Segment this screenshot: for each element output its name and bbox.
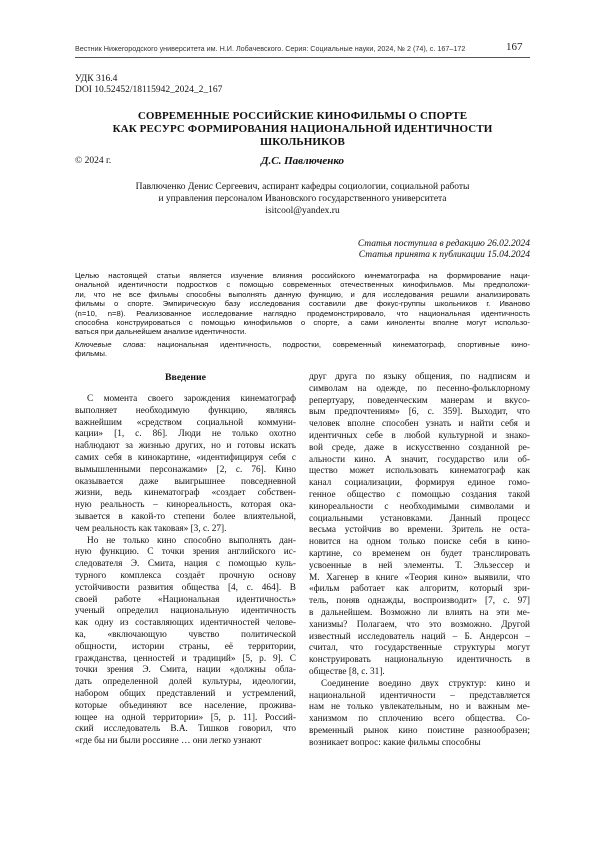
body-text-line: жизни, ведь кинематограф «создает собствен- [75, 488, 296, 499]
body-text-line: картине, со временем он будет транслировать [309, 548, 530, 559]
body-text-line: усвоенные в ней элементы. Т. Эльзессер и [309, 560, 530, 571]
body-text-line: общности, истории страны, её территории, [75, 641, 296, 652]
body-text-line: М. Хагенер в книге «Теория кино» выявили, что [309, 572, 530, 583]
author-name: Д.С. Павлюченко [260, 155, 345, 167]
body-text-line: альности кино. А значит, государство или об- [309, 454, 530, 465]
body-text-line: обществе [8, с. 31]. [309, 666, 385, 677]
body-text-line: точки зрения Э. Смита, нации «должны обла- [75, 665, 296, 676]
body-text-line: весьма устойчив во времени. Зритель не оста- [309, 525, 530, 536]
body-text-line: дать определенной долей культуры, идеологии, [75, 677, 296, 688]
accepted-date: Статья принята к публикации 15.04.2024 [358, 250, 530, 260]
body-text-line: идентичных себе в любой культурной и знако- [309, 430, 530, 441]
article-dates [75, 239, 530, 261]
body-text-line: ханизмом по сплочению всего общества. Со- [309, 714, 530, 725]
body-text-line: репертуару, поведенческим манерам и вкусо- [309, 395, 530, 406]
keywords-text: национальная идентичность, подростки, современный кинематограф, спортивные кино- [157, 340, 530, 349]
body-text-line: ную функцию. С точки зрения английского ис- [75, 547, 296, 558]
keywords-line [75, 340, 530, 349]
body-column-left [75, 372, 296, 748]
abstract-line: ваться при дальнейшем анализе идентичности. [75, 327, 247, 337]
body-text-line: кинореальности с необходимыми символами и [309, 501, 530, 512]
abstract-line: Целью настоящей статьи является изучение влияния российского кинематографа на формирование наци- [75, 271, 530, 280]
body-text-line: национальной идентичности – представляется [309, 690, 530, 701]
author-email: isitcool@yandex.ru [265, 206, 340, 216]
keywords-label: Ключевые слова: [75, 340, 146, 349]
affiliation-line: и управления персоналом Ивановского государственного университета [158, 194, 447, 204]
abstract-line: ональной идентичности подростков с помощью современных отечественных кинофильмов. Мы предположи- [75, 280, 530, 290]
body-text-line: которые объединяют все население, прожива- [75, 700, 296, 711]
body-column-right [309, 372, 530, 750]
body-text-line: набором общих представлений и устремлений, [75, 688, 296, 699]
body-text-line: ученый определил национальную идентичность [75, 606, 296, 617]
body-text-line: следователя Э. Смита, нация с помощью куль- [75, 559, 296, 570]
body-text-line: важнейшим «средством социальной коммуни- [75, 417, 296, 428]
body-text-line: Но не только кино способно выполнять дан- [87, 535, 296, 546]
abstract-line: способна конструироваться с помощью кинофильмов о спорте, а сами киноленты вполне могут использо- [75, 318, 530, 328]
udk-code: УДК 316.4 [75, 74, 118, 84]
body-text-line: вой среде, даже в искусственно созданной ре- [309, 442, 530, 453]
affiliation-line: Павлюченко Денис Сергеевич, аспирант кафедры социологии, социальной работы [135, 182, 470, 192]
page-number: 167 [506, 41, 523, 53]
body-text-line: кации» [1, с. 86]. Люди не только охотно [75, 429, 296, 440]
body-text-line: устойчивости развития общества [4, с. 464]. В [75, 582, 296, 593]
body-text-line: известный исследователь наций – Б. Андерсон – [309, 631, 530, 642]
body-text-line: выполняет необходимую функцию, являясь [75, 405, 296, 416]
body-text-line: «фильм работает как алгоритм, который зри- [309, 584, 530, 595]
body-text-line: наблюдают за жизнью других, но и готовы искать [75, 441, 296, 452]
doi-identifier: DOI 10.52452/18115942_2024_2_167 [75, 85, 223, 95]
body-text-line: «где бы ни были россияне … они легко узнают [75, 736, 262, 747]
body-text-line: конструировать национальную идентичность в [309, 655, 530, 666]
body-text-line: зывается в какой-то степени более влиятельной, [75, 511, 296, 522]
body-text-line: ную реальность – кинореальность, которая ока- [75, 500, 296, 511]
body-text-line: новится на одном только поиске себя в кино- [309, 537, 530, 548]
body-text-line: вым предпочтениям» [6, с. 359]. Выходит, что [309, 407, 530, 418]
body-text-line: чем реальность как таковая» [3, с. 27]. [75, 523, 227, 534]
body-text-line: человек вполне способен узнать и найти себя и [309, 419, 530, 430]
body-text-line: социальными установками. Данный процесс [309, 513, 530, 524]
body-text-line: как одну из составляющих идентичностей челове- [75, 618, 296, 629]
received-date: Статья поступила в редакцию 26.02.2024 [357, 239, 530, 249]
keywords-line: фильмы. [75, 349, 108, 359]
article-title [75, 110, 530, 149]
body-text-line: символам на одежде, по песенно-фольклорному [309, 383, 530, 394]
abstract [75, 271, 530, 337]
title-line: ШКОЛЬНИКОВ [260, 136, 345, 148]
body-text-line: нам не только увлекательным, но и важным ме- [309, 702, 530, 713]
abstract-line: фильмы о спорте. Эмпирическую базу исследования составили две фокус-группы школьников г. Иваново [75, 299, 530, 309]
body-text-line: оказывается даже выигрышнее повседневной [75, 476, 296, 487]
body-text-line: канал социализации, формируя единое гомо- [309, 478, 530, 489]
body-text-line: тель, поняв однажды, воспроизводит» [7, с. 97] [309, 596, 530, 607]
title-line: КАК РЕСУРС ФОРМИРОВАНИЯ НАЦИОНАЛЬНОЙ ИДЕНТИЧНОСТИ [112, 123, 493, 135]
body-text-line: своей работе «Национальная идентичность» [75, 594, 296, 605]
body-text-line: возникает вопрос: какие фильмы способны [309, 737, 481, 748]
body-text-line: вымышленными персонажами» [2, с. 76]. Кино [75, 464, 296, 475]
copyright-notice: © 2024 г. [75, 156, 112, 166]
body-text-line: друг друга по языку общения, по надписям и [309, 372, 530, 382]
abstract-line: (n=10, n=8). Реализованное исследование наглядно продемонстрировало, что национальная идентичность [75, 308, 530, 318]
body-text-line: Соединение воедино двух структур: кино и [321, 678, 530, 689]
body-text-line: ющее на одной территории» [5, р. 11]. Россий- [75, 712, 296, 723]
body-text-line: гражданства, ценностей и традиций» [5, р. 9]. С [75, 653, 296, 664]
body-text-line: считал, что государственные структуры могут [309, 643, 530, 654]
body-text-line: ка, «включающую чувство политической [75, 629, 296, 640]
body-text-line: временный рынок кино поистине разнообразен; [309, 725, 530, 736]
body-text-line: турного комплекса создаёт прочную основу [75, 570, 296, 581]
body-text-line: С момента своего зарождения кинематограф [87, 394, 296, 404]
title-line: СОВРЕМЕННЫЕ РОССИЙСКИЕ КИНОФИЛЬМЫ О СПОРТЕ [137, 110, 468, 122]
body-text-line: ский исследователь В.А. Тишков говорил, что [75, 724, 296, 735]
header-divider [75, 57, 530, 58]
section-heading: Введение [165, 372, 206, 383]
keywords [75, 340, 530, 359]
body-text-line: ханизмы? Полагаем, что это возможно. Другой [309, 619, 530, 630]
author-affiliation [75, 181, 530, 217]
running-head: Вестник Нижегородского университета им. Н.И. Лобачевского. Серия: Социальные науки, 2024, № 2 (74), с. 167–172 [75, 44, 466, 53]
body-text-line: самих себя в кинокартине, «идентифицируя себя с [75, 452, 296, 463]
body-text-line: щество может использовать кинематограф как [309, 466, 530, 477]
body-text-line: генное общество с помощью создания такой [309, 489, 530, 500]
abstract-line: ли, что не все фильмы способны выполнять данную функцию, и для исследования решили анализировать [75, 289, 530, 299]
body-text-line: в дальнейшем. Возможно ли влиять на эти ме- [309, 607, 530, 618]
